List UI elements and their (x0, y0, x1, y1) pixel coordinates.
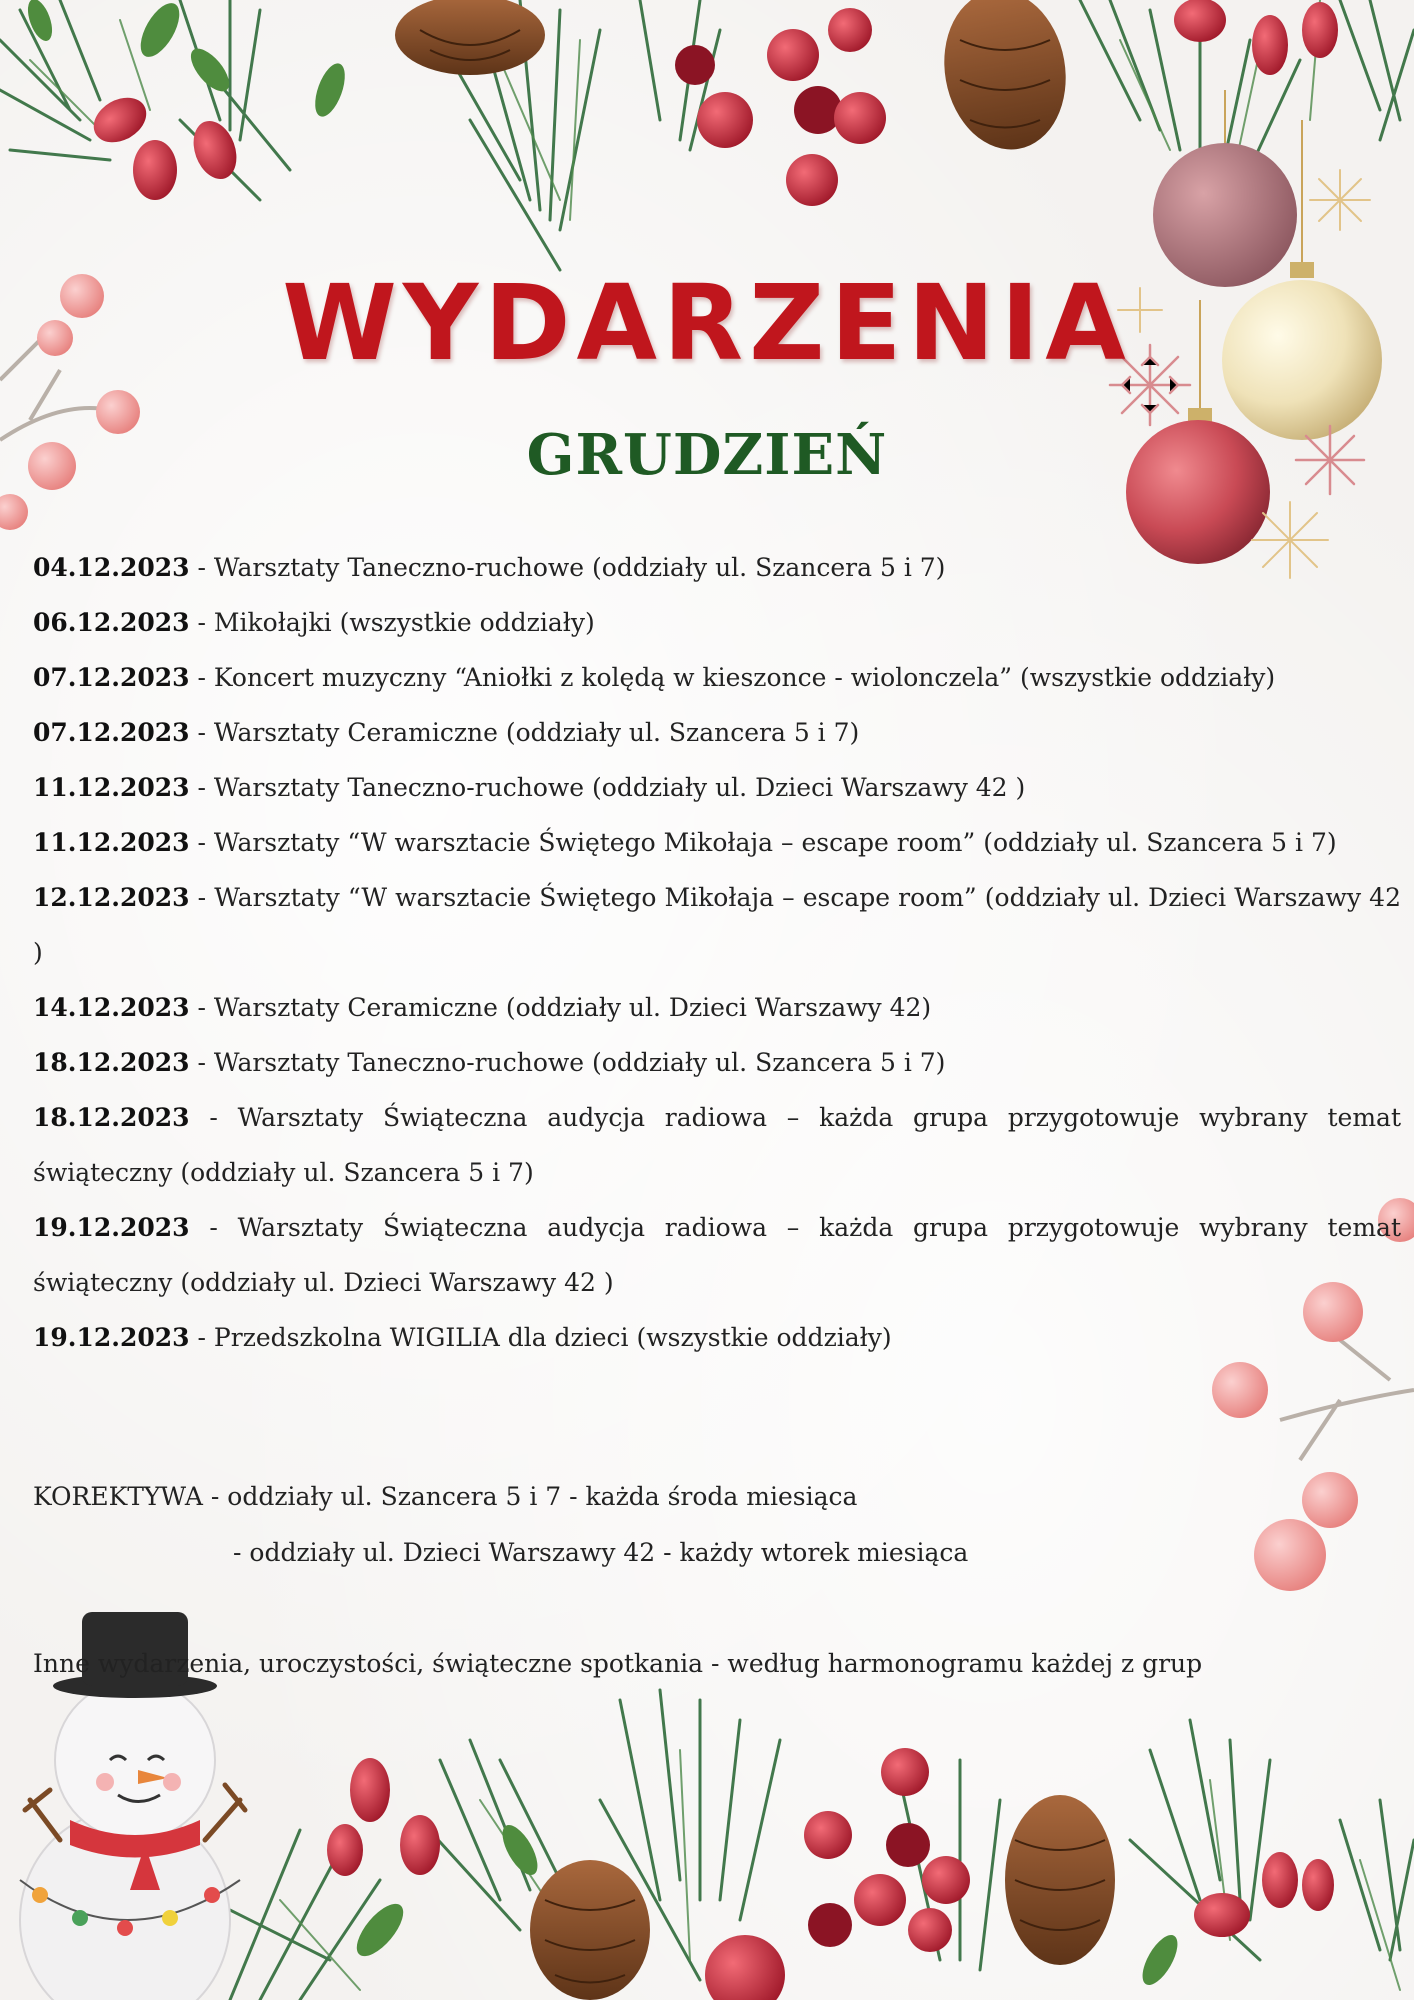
event-date: 07.12.2023 (33, 663, 190, 692)
event-text: - Koncert muzyczny “Aniołki z kolędą w kieszonce - wiolonczela” (wszystkie oddziały) (189, 663, 1276, 692)
events-list (33, 540, 1401, 1365)
event-text: - Warsztaty “W warsztacie Świętego Mikołaja – escape room” (oddziały ul. Szancera 5 i 7) (189, 828, 1337, 857)
other-events-note: Inne wydarzenia, uroczystości, świąteczne spotkania - według harmonogramu każdej z grup (33, 1649, 1203, 1678)
event-date: 06.12.2023 (33, 608, 190, 637)
event-item (33, 1090, 1401, 1200)
event-date: 04.12.2023 (33, 553, 190, 582)
event-date: 18.12.2023 (33, 1103, 190, 1132)
event-item (33, 595, 1401, 650)
event-date: 14.12.2023 (33, 993, 190, 1022)
event-text: - Warsztaty Taneczno-ruchowe (oddziały ul. Szancera 5 i 7) (189, 1048, 946, 1077)
korektywa-line-2: - oddziały ul. Dzieci Warszawy 42 - każdy wtorek miesiąca (233, 1538, 969, 1567)
event-item (33, 1035, 1401, 1090)
event-item (33, 1200, 1401, 1310)
event-text: - Warsztaty Taneczno-ruchowe (oddziały ul. Dzieci Warszawy 42 ) (189, 773, 1026, 802)
event-text: - Warsztaty Ceramiczne (oddziały ul. Dzieci Warszawy 42) (189, 993, 932, 1022)
event-text: - Warsztaty Taneczno-ruchowe (oddziały ul. Szancera 5 i 7) (189, 553, 946, 582)
event-date: 12.12.2023 (33, 883, 190, 912)
korektywa-line-1: KOREKTYWA - oddziały ul. Szancera 5 i 7 - każda środa miesiąca (33, 1482, 858, 1511)
event-date: 19.12.2023 (33, 1323, 190, 1352)
event-date: 19.12.2023 (33, 1213, 190, 1242)
event-date: 07.12.2023 (33, 718, 190, 747)
event-item (33, 705, 1401, 760)
event-text: - Warsztaty “W warsztacie Świętego Mikołaja – escape room” (oddziały ul. Dzieci Warszawy 42 ) (33, 883, 1401, 967)
red-berry-icon (327, 1748, 1334, 2000)
event-text: - Warsztaty Świąteczna audycja radiowa – każda grupa przygotowuje wybrany temat świąteczny (oddziały ul. Dzieci Warszawy 42 ) (33, 1213, 1401, 1297)
event-item (33, 1310, 1401, 1365)
event-text: - Warsztaty Ceramiczne (oddziały ul. Szancera 5 i 7) (189, 718, 860, 747)
event-date: 18.12.2023 (33, 1048, 190, 1077)
event-item (33, 650, 1401, 705)
event-item (33, 870, 1401, 980)
event-text: - Mikołajki (wszystkie oddziały) (189, 608, 595, 637)
event-date: 11.12.2023 (33, 773, 190, 802)
event-text: - Przedszkolna WIGILIA dla dzieci (wszystkie oddziały) (189, 1323, 892, 1352)
page-subtitle: GRUDZIEŃ (526, 422, 888, 488)
event-item (33, 760, 1401, 815)
event-date: 11.12.2023 (33, 828, 190, 857)
page-title: WYDARZENIA (282, 262, 1132, 384)
event-item (33, 815, 1401, 870)
event-item (33, 540, 1401, 595)
event-item (33, 980, 1401, 1035)
event-text: - Warsztaty Świąteczna audycja radiowa – każda grupa przygotowuje wybrany temat świąteczny (oddziały ul. Szancera 5 i 7) (33, 1103, 1401, 1187)
